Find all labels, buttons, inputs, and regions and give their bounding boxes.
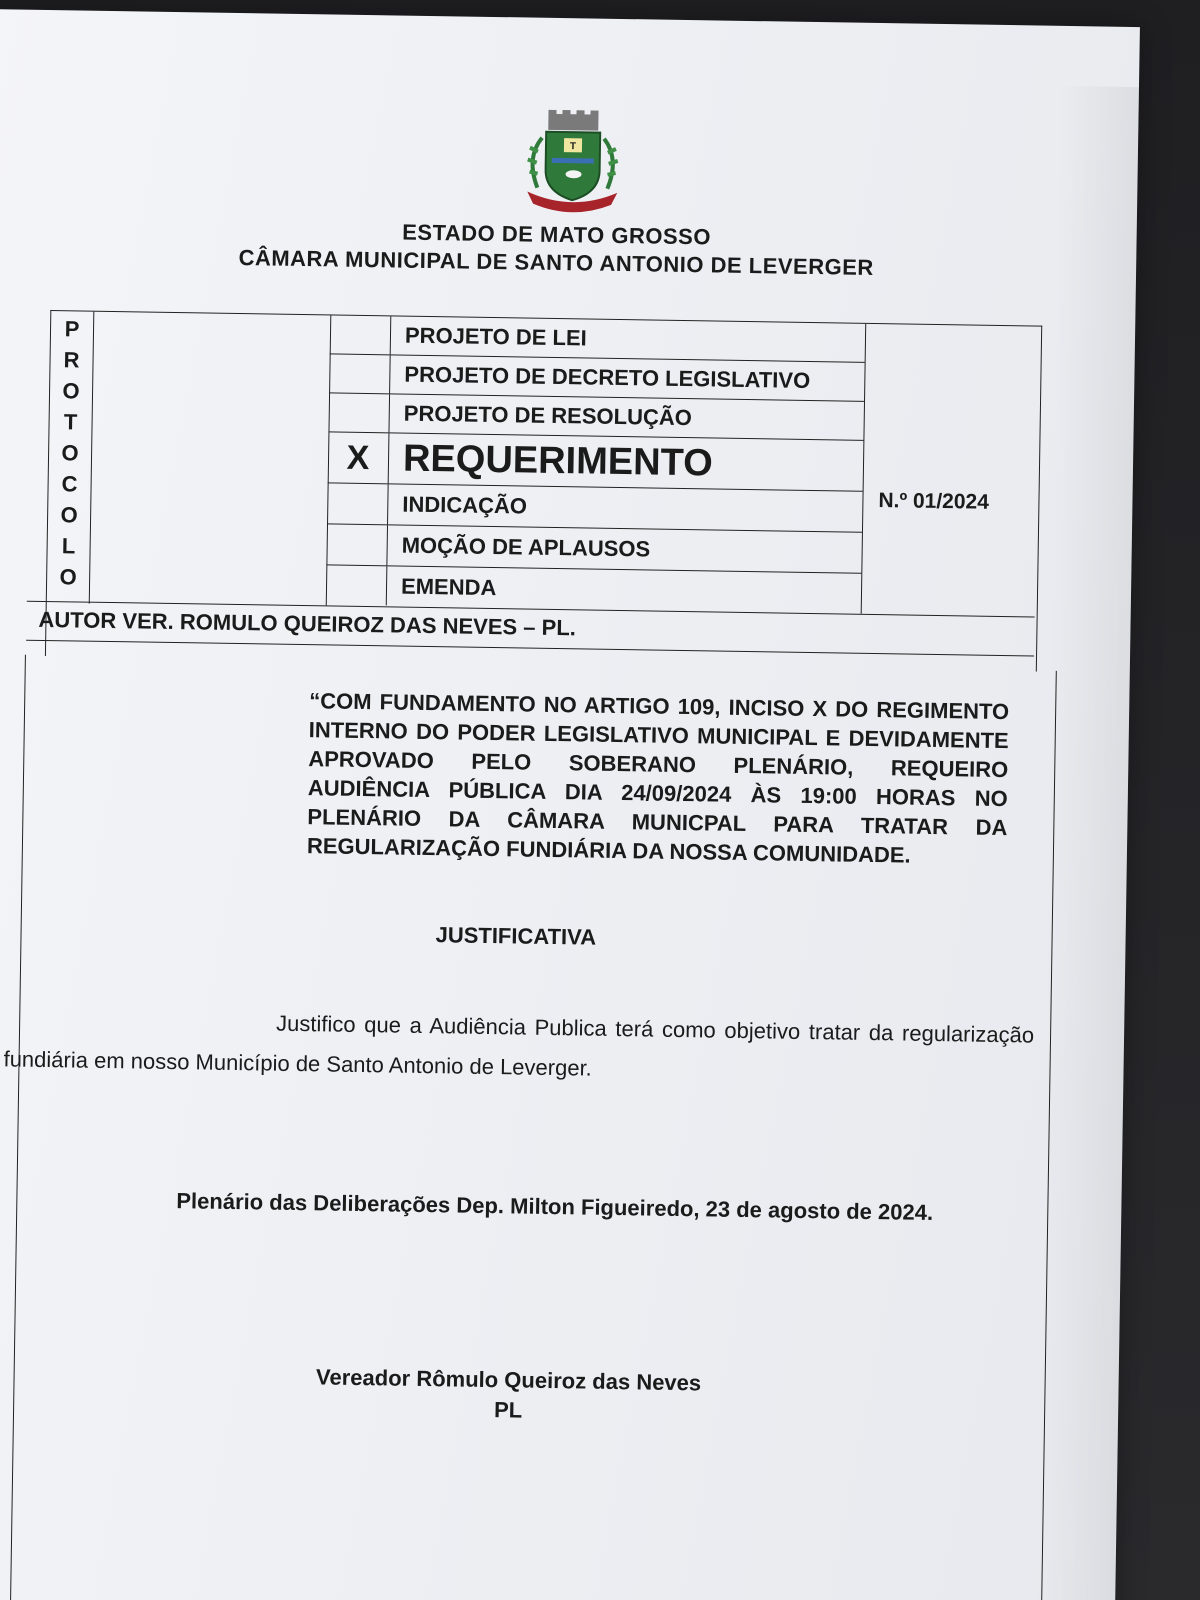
protocolo-vertical-label	[47, 311, 95, 604]
protocolo-letter: O	[59, 564, 77, 590]
protocolo-letter: T	[63, 409, 78, 435]
signer-party: PL	[493, 1397, 523, 1423]
protocol-form-table	[38, 310, 1042, 672]
option-label: PROJETO DE LEI	[404, 322, 587, 351]
state-title: ESTADO DE MATO GROSSO	[402, 219, 712, 250]
option-checkbox	[327, 483, 389, 524]
option-checkbox-checked: X	[328, 432, 390, 483]
signer-name: Vereador Rômulo Queiroz das Neves	[315, 1364, 702, 1396]
option-label: EMENDA	[400, 573, 497, 600]
option-checkbox	[329, 354, 391, 393]
option-checkbox	[330, 315, 392, 354]
option-row-requerimento	[328, 432, 864, 491]
protocolo-letter: O	[61, 440, 79, 466]
svg-text:T: T	[569, 141, 577, 153]
protocolo-letter: L	[61, 533, 76, 559]
option-checkbox	[326, 524, 388, 565]
document-type-options	[326, 315, 866, 613]
municipal-crest-icon	[507, 107, 639, 219]
request-text: “COM FUNDAMENTO NO ARTIGO 109, INCISO X DO REGIMENTO INTERNO DO PODER LEGISLATIVO MUNICIPAL E DEVIDAMENTE APROVADO PELO SOBERANO PLENÁRIO, REQUEIRO AUDIÊNCIA PÚBLICA DIA 24/09/2024 ÀS 19:00 HORAS NO PLENÁRIO DA CÂMARA MUNICPAL PARA TRATAR DA REGULARIZAÇÃO FUNDIÁRIA DA NOSSA COMUNIDADE.	[306, 688, 1010, 868]
option-checkbox	[326, 565, 388, 605]
protocolo-letter: O	[62, 378, 80, 404]
option-label: PROJETO DE DECRETO LEGISLATIVO	[404, 361, 811, 393]
option-label: INDICAÇÃO	[402, 491, 528, 519]
document-number: N.º 01/2024	[878, 489, 990, 514]
option-checkbox	[328, 393, 390, 432]
option-label: PROJETO DE RESOLUÇÃO	[403, 400, 693, 431]
option-label: MOÇÃO DE APLAUSOS	[401, 532, 651, 562]
protocolo-letter: R	[63, 347, 80, 373]
option-label: REQUERIMENTO	[402, 437, 714, 484]
protocol-stamp-area	[89, 312, 332, 606]
justification-text: Justifico que a Audiência Publica terá como objetivo tratar da regularização fundiária em nosso Município de Santo Antonio de Leverger.	[3, 1010, 1035, 1081]
protocolo-letter: P	[64, 316, 80, 342]
place-and-date: Plenário das Deliberações Dep. Milton Figueiredo, 23 de agosto de 2024.	[176, 1188, 934, 1226]
protocolo-letter: C	[61, 471, 78, 497]
document-page	[0, 9, 1140, 1600]
chamber-title: CÂMARA MUNICIPAL DE SANTO ANTONIO DE LEVERGER	[238, 244, 874, 280]
protocolo-letter: O	[60, 502, 78, 528]
author-line: AUTOR VER. ROMULO QUEIROZ DAS NEVES – PL.	[26, 601, 1035, 657]
justification-title: JUSTIFICATIVA	[435, 922, 597, 950]
